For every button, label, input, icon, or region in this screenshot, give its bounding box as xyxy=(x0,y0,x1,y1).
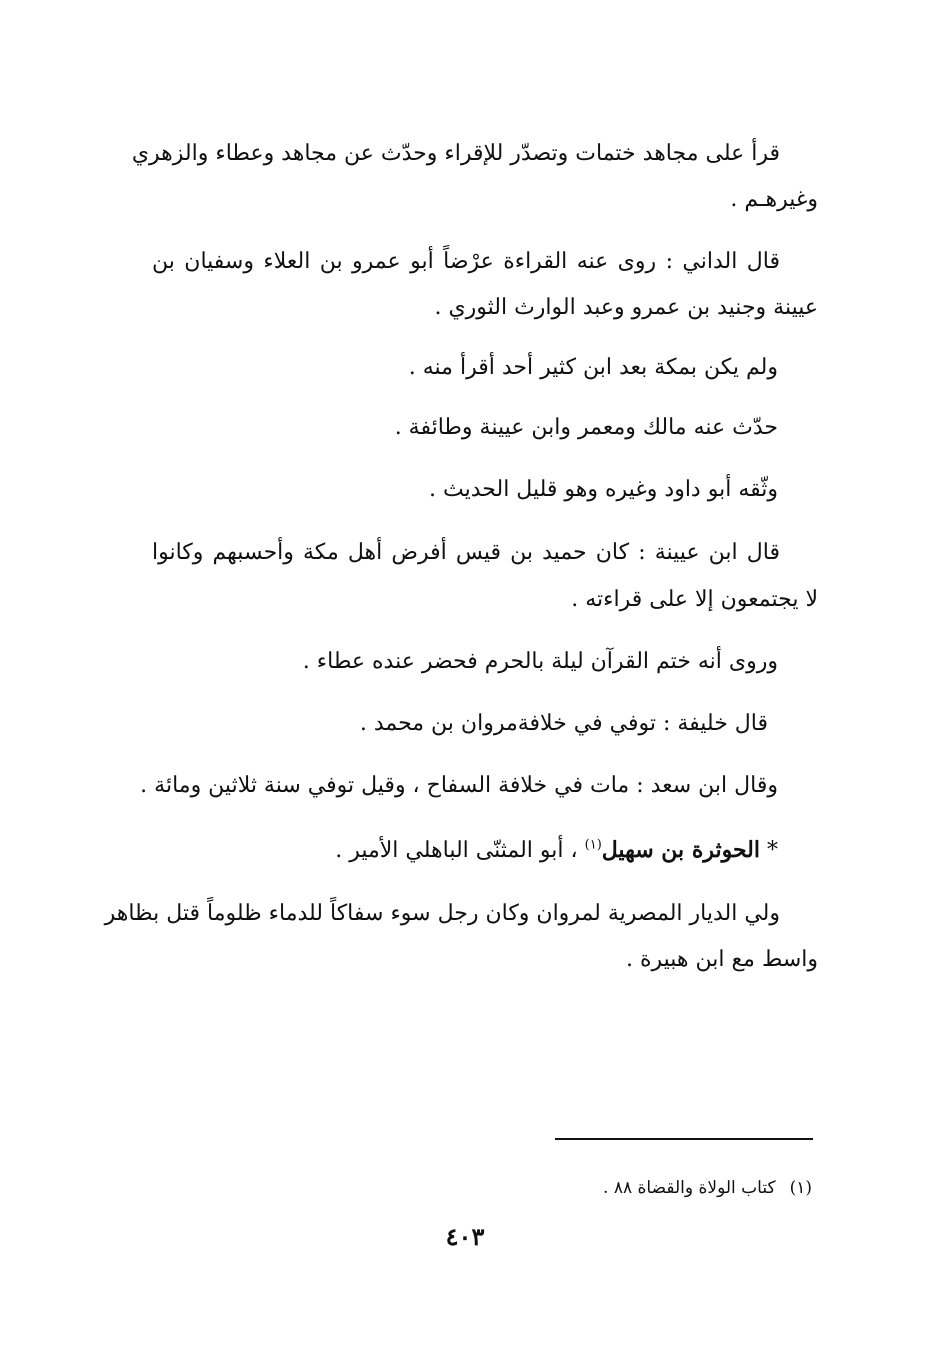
footnote-number: (١) xyxy=(789,1178,812,1198)
entry-star-marker: * xyxy=(767,838,778,863)
text-line-8: قال ابن عيينة : كان حميد بن قيس أفرض أهل مكة وأحسبهم وكانوا xyxy=(152,540,780,565)
text-line-1: قرأ على مجاهد ختمات وتصدّر للإقراء وحدّث عن مجاهد وعطاء والزهري xyxy=(131,141,780,166)
biography-entry-heading xyxy=(335,834,778,867)
text-line-14: واسط مع ابن هبيرة . xyxy=(625,947,818,972)
text-line-5: ولم يكن بمكة بعد ابن كثير أحد أقرأ منه . xyxy=(408,355,778,380)
text-line-4: عيينة وجنيد بن عمرو وعبد الوارث الثوري . xyxy=(434,295,818,320)
footnote-text: كتاب الولاة والقضاة ٨٨ . xyxy=(603,1178,776,1198)
text-line-3: قال الداني : روى عنه القراءة عرْضاً أبو عمرو بن العلاء وسفيان بن xyxy=(152,249,780,274)
text-line-11: قال خليفة : توفي في خلافةمروان بن محمد . xyxy=(359,711,768,736)
footnote-divider xyxy=(555,1138,813,1140)
text-line-13: ولي الديار المصرية لمروان وكان رجل سوء سفاكاً للدماء ظلوماً قتل بظاهر xyxy=(104,901,780,926)
text-line-10: وروى أنه ختم القرآن ليلة بالحرم فحضر عنده عطاء . xyxy=(302,649,778,674)
page-number: ٤٠٣ xyxy=(445,1222,485,1251)
text-line-6: حدّث عنه مالك ومعمر وابن عيينة وطائفة . xyxy=(394,415,778,440)
text-line-12: وقال ابن سعد : مات في خلافة السفاح ، وقيل توفي سنة ثلاثين ومائة . xyxy=(140,773,778,798)
footnote xyxy=(603,1176,812,1200)
footnote-reference: (١) xyxy=(584,837,602,853)
text-line-9: لا يجتمعون إلا على قراءته . xyxy=(571,587,818,612)
text-line-2: وغيرهـم . xyxy=(730,187,818,212)
entry-name: الحوثرة بن سهيل xyxy=(601,837,760,863)
entry-description: ، أبو المثنّى الباهلي الأمير . xyxy=(335,838,578,863)
text-line-7: وثّقه أبو داود وغيره وهو قليل الحديث . xyxy=(429,477,778,502)
